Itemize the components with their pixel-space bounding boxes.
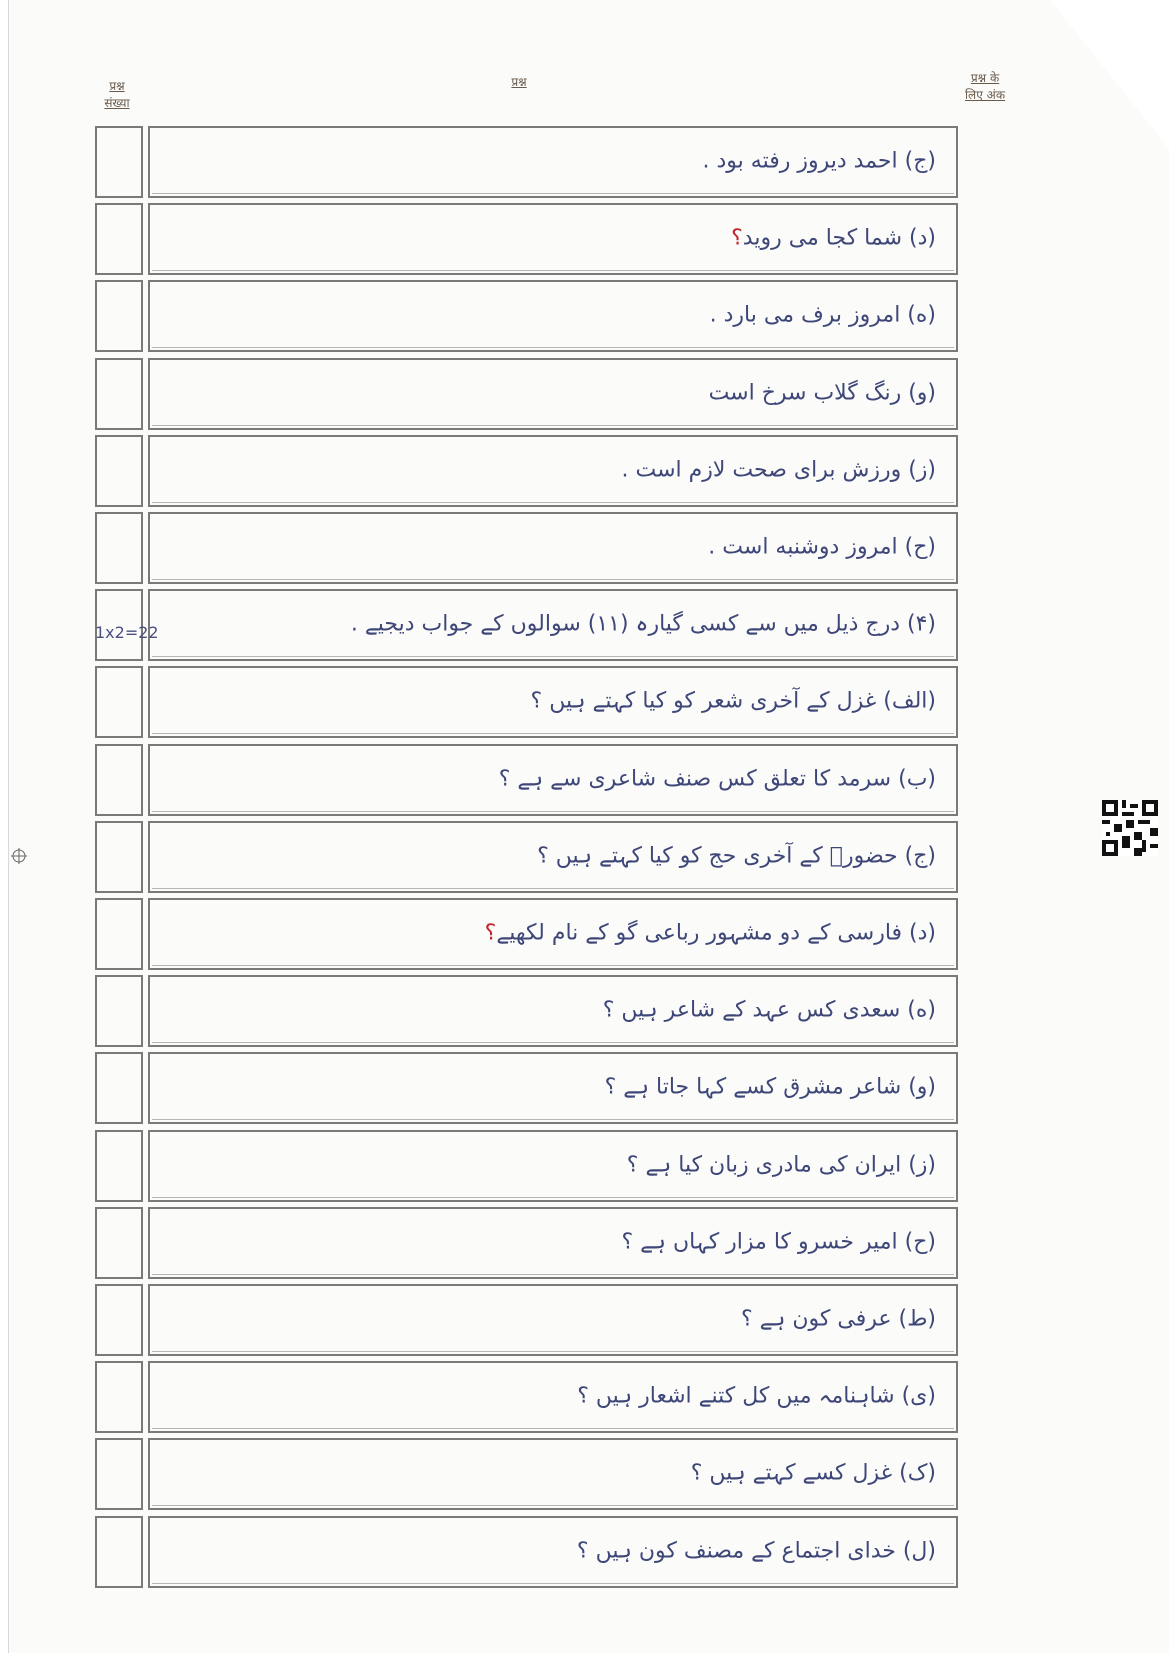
question-text [499,766,936,791]
question-text-main: (ج) حضورؐ کے آخری حج کو کیا کہتے ہیں ؟ [537,843,936,869]
question-number-cell [95,203,143,275]
question-text [710,302,936,327]
question-number-cell [95,1438,143,1510]
question-number-cell [95,744,143,816]
question-text-main: (ل) خدای اجتماع کے مصنف کون ہیں ؟ [576,1538,936,1564]
question-text [537,843,936,868]
question-text [577,1538,936,1563]
question-text-main: (ب) سرمد کا تعلق کس صنف شاعری سے ہے ؟ [498,766,936,792]
question-row [148,1516,958,1588]
question-text [627,1152,936,1177]
question-number-header-line2: संख्या [104,96,130,110]
question-header [496,74,542,91]
marks-header-line1: प्रश्न के [970,71,1000,85]
correction-mark: ؟ [731,225,743,251]
question-text-main: (و) شاعر مشرق کسے کہا جاتا ہے ؟ [604,1074,936,1100]
question-text [577,1383,936,1408]
question-row [148,1130,958,1202]
question-number-cell [95,975,143,1047]
question-row [148,744,958,816]
question-row [148,358,958,430]
question-text-main: (الف) غزل کے آخری شعر کو کیا کہتے ہیں ؟ [530,688,936,714]
folded-corner [1050,0,1169,150]
question-number-cell [95,435,143,507]
qr-code-icon [1102,800,1158,856]
question-row [148,589,958,661]
question-text [531,688,936,713]
question-number-cell [95,898,143,970]
question-number-cell [95,126,143,198]
question-text-main: (ز) ورزش برای صحت لازم است . [621,457,936,483]
question-number-cell [95,666,143,738]
question-row [148,898,958,970]
marks-header [955,70,1015,104]
question-text-main: (ی) شاہنامہ میں کل کتنے اشعار ہیں ؟ [577,1383,936,1409]
question-text-main: (ک) غزل کسے کہتے ہیں ؟ [690,1460,936,1486]
question-number-cell [95,1516,143,1588]
question-row [148,435,958,507]
question-text [703,148,936,173]
question-text-main: (ز) ایران کی مادری زبان کیا ہے ؟ [626,1152,936,1178]
question-number-cell [95,1284,143,1356]
marks-note: 1x2=22 [95,623,159,642]
question-text [708,534,936,559]
question-row [148,1361,958,1433]
question-number-cell [95,280,143,352]
question-text [603,997,936,1022]
question-text-main: (ج) احمد دیروز رفته بود . [702,148,936,174]
question-text-main: (ح) امیر خسرو کا مزار کہاں ہے ؟ [621,1229,936,1255]
question-text [709,380,936,405]
question-text [605,1074,936,1099]
question-number-cell [95,512,143,584]
question-number-cell [95,821,143,893]
question-text [485,920,936,945]
question-number-cell [95,1052,143,1124]
registration-mark-icon [11,848,27,864]
question-text-main: (ح) امروز دوشنبه است . [708,534,936,560]
question-number-header [95,78,139,112]
question-number-cell [95,358,143,430]
question-row [148,1052,958,1124]
question-header-text: प्रश्न [511,75,527,89]
question-number-header-line1: प्रश्न [109,79,125,93]
question-text-main: (ه) سعدی کس عہد کے شاعر ہیں ؟ [602,997,936,1023]
question-text [691,1460,936,1485]
question-row [148,126,958,198]
question-text-main: (ط) عرفی کون ہے ؟ [740,1306,936,1332]
question-text [622,1229,937,1254]
question-row [148,821,958,893]
question-text [741,1306,936,1331]
question-text-main: (و) رنگ گلاب سرخ است [708,380,936,406]
marks-header-line2: लिए अंक [964,88,1006,102]
question-text-main: (د) شما کجا می روید [742,225,936,251]
question-row [148,1284,958,1356]
question-row [148,512,958,584]
question-text-main: (ه) امروز برف می بارد . [709,302,936,328]
question-text [351,611,936,636]
question-number-cell [95,1130,143,1202]
question-row [148,1438,958,1510]
question-row [148,666,958,738]
question-row [148,1207,958,1279]
question-text [731,225,936,250]
question-number-cell [95,1361,143,1433]
question-text-main: (۴) درج ذیل میں سے کسی گیارہ (۱۱) سوالوں کے جواب دیجیے . [350,611,936,637]
question-row [148,203,958,275]
question-text-main: (د) فارسی کے دو مشہور رباعی گو کے نام لکھیے [496,920,936,946]
correction-mark: ؟ [484,920,497,946]
question-row [148,280,958,352]
question-text [622,457,937,482]
question-row [148,975,958,1047]
question-number-cell [95,1207,143,1279]
